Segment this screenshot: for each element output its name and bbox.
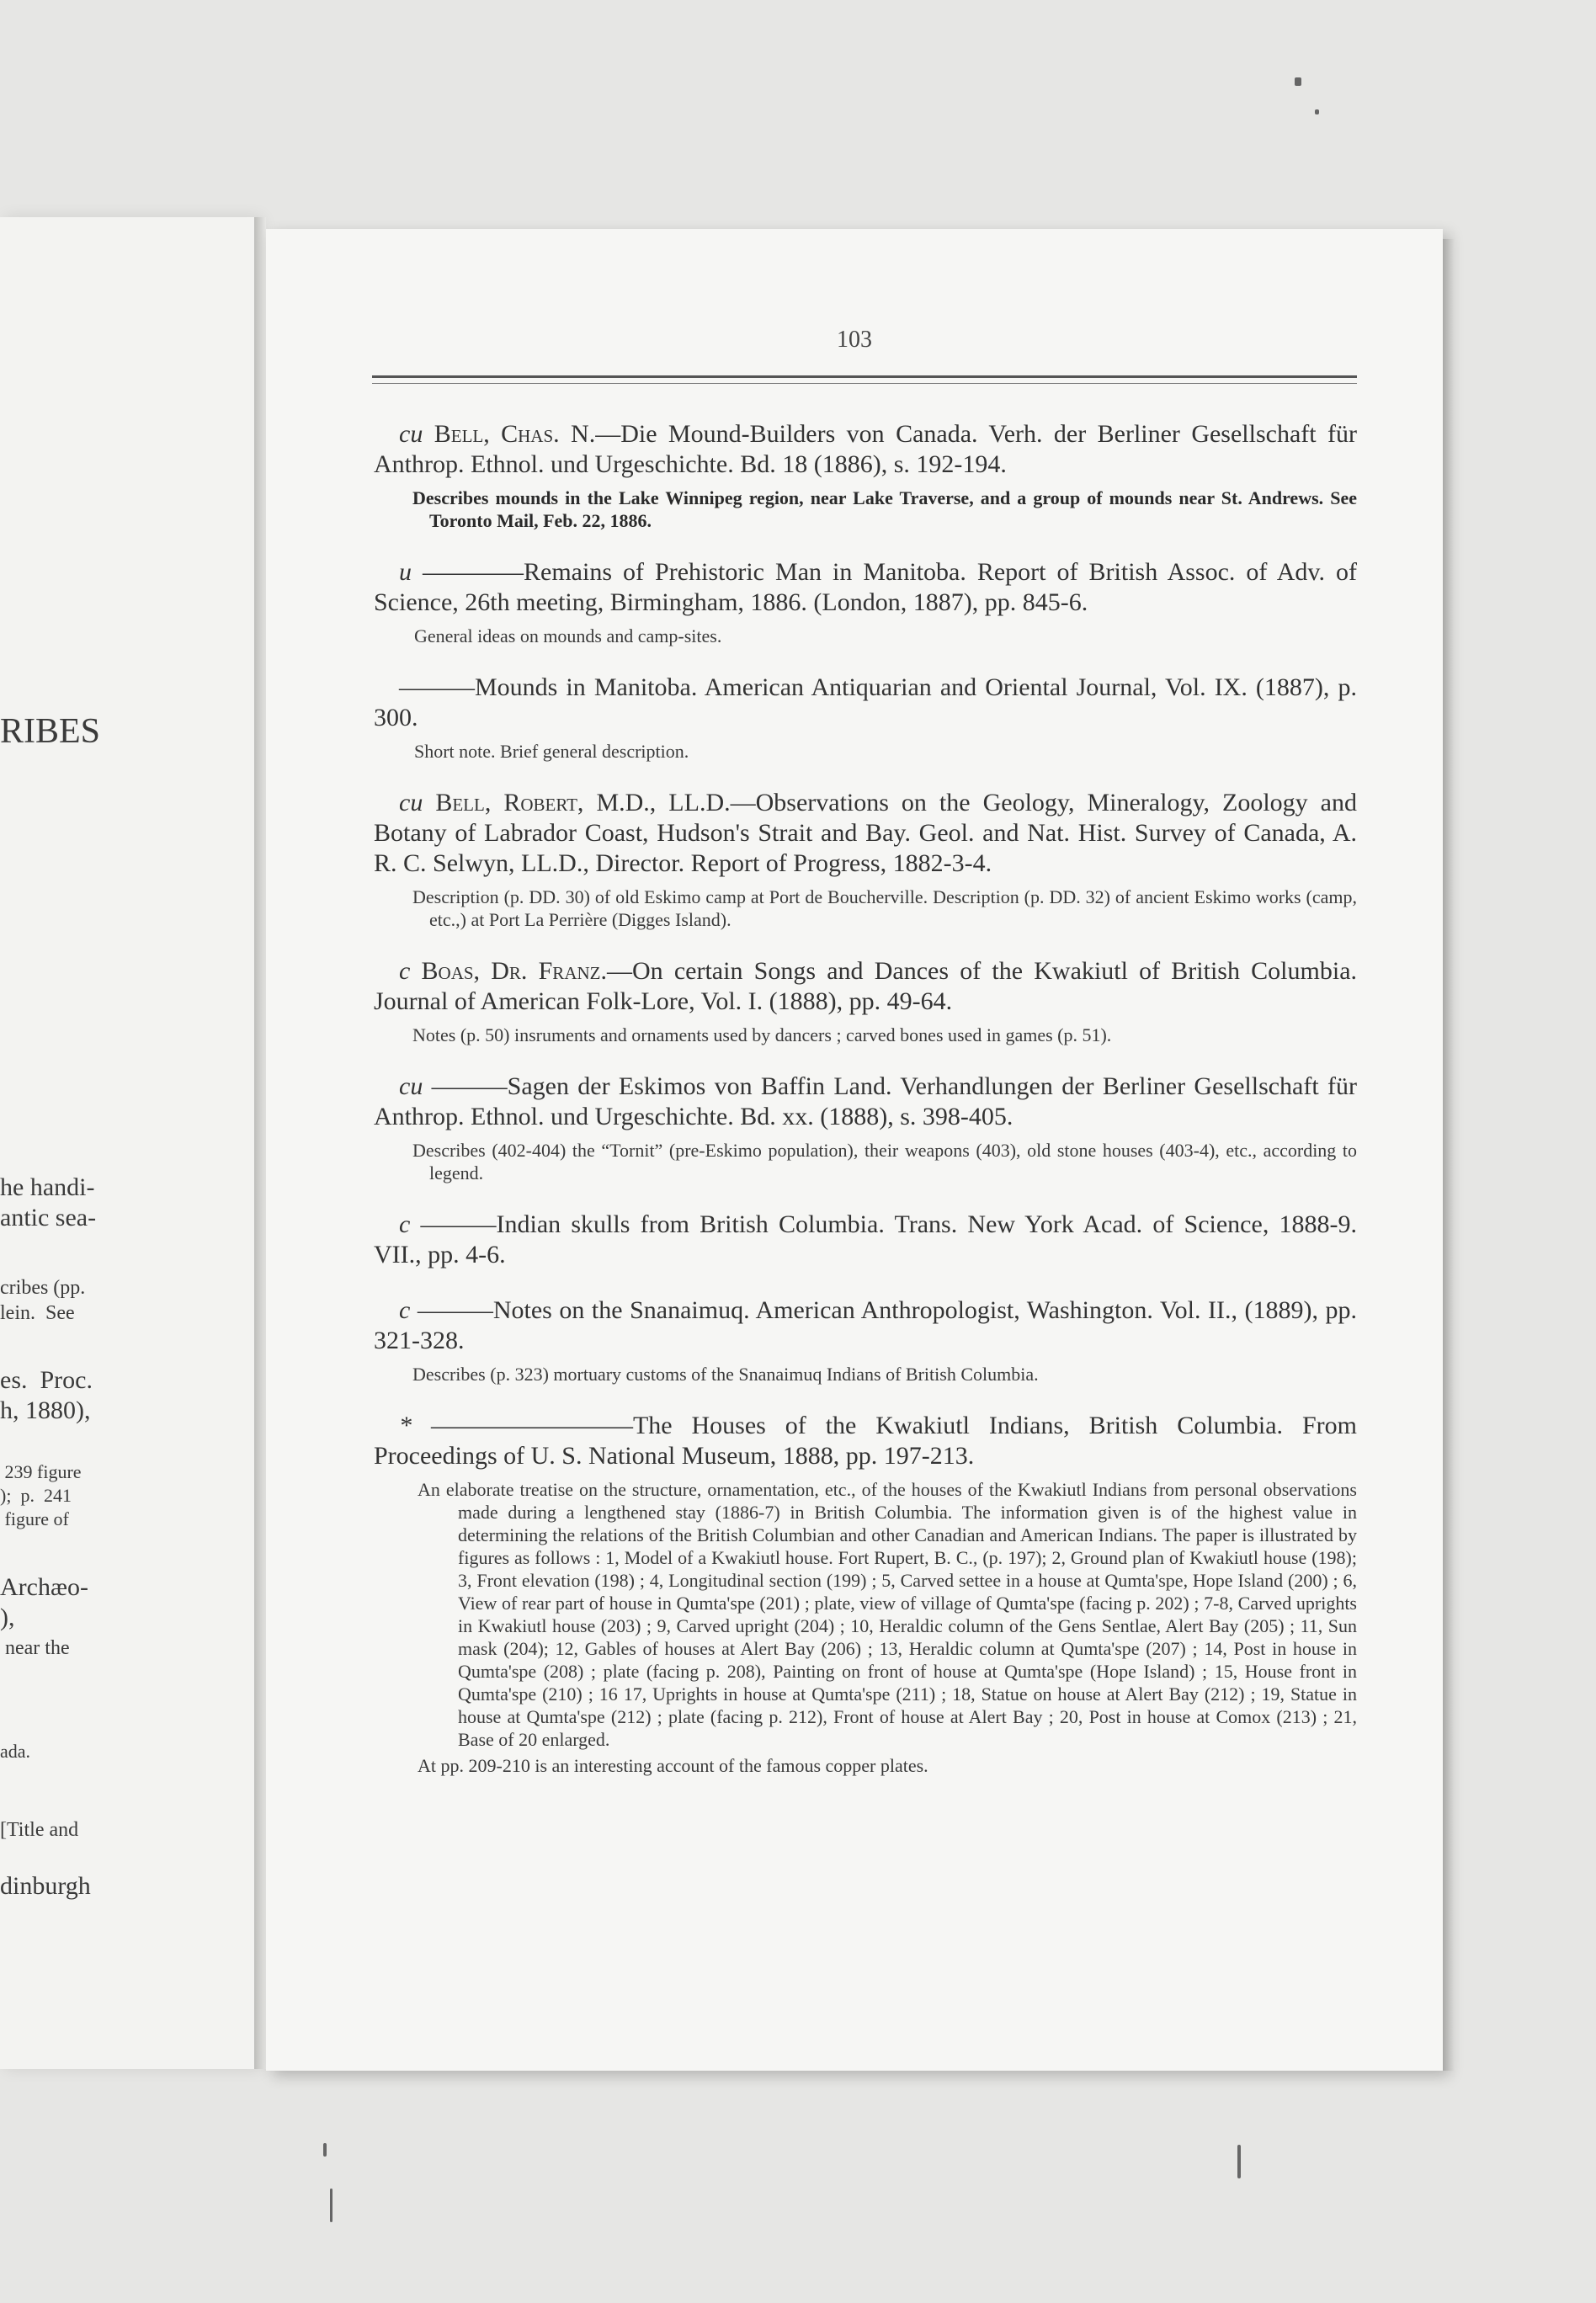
left-page-fragment: [Title and (0, 1819, 79, 1841)
holding-marker: cu (399, 420, 423, 448)
citation (374, 956, 1357, 1017)
citation (374, 419, 1357, 480)
holding-marker: cu (399, 789, 423, 816)
annotation: An elaborate treatise on the structure, ornamentation, etc., of the houses of the Kwakiutl Indians from personal observations made during a lengthened stay (1886-7) in British Columbia. The information given is of the highest value in determining the relations of the British Columbian and other Canadian and American Indians. The paper is illustrated by figures as follows : 1, Model of a Kwakiutl house. Fort Rupert, B. C., (p. 197); 2, Ground plan of Kwakiutl house (198); 3, Front elevation (198) ; 4, Longitudinal section (199) ; 5, Carved settee in a house at Qumta'spe, Hope Island (200) ; 6, View of rear part of house in Qumta'spe (201) ; plate, view of village of Qumta'spe (facing p. 202) ; 7-8, Carved uprights in Kwakiutl house (203) ; 9, Carved upright (204) ; 10, Heraldic column of the Gens Sentlae, Alert Bay (205) ; 11, Sun mask (204); 12, Gables of houses at Alert Bay (206) ; 13, Heraldic column at Qumta'spe (207) ; 14, Post in house in Qumta'spe (208) ; plate (facing p. 208), Painting on front of house at Qumta'spe (Hope Island) ; 15, House front in Qumta'spe (210) ; 16 17, Uprights in house at Qumta'spe (211) ; 18, Statue on house at Alert Bay (212) ; 19, Statue in house at Qumta'spe (212) ; plate (facing p. 212), Front of house at Alert Bay ; 20, Post in house at Comox (213) ; 21, Base of 20 enlarged. (418, 1479, 1357, 1750)
left-page-fragment: figure of (0, 1508, 69, 1529)
citation-title: —On certain Songs and Dances of the Kwakiutl of British Columbia. Journal of American Folk-Lore, Vol. I. (1888), pp. 49-64. (374, 957, 1358, 1015)
author-name: Bell, Chas. N. (434, 420, 596, 448)
citation-title: ———Mounds in Manitoba. American Antiquarian and Oriental Journal, Vol. IX. (1887), p. 300. (374, 673, 1357, 731)
left-facing-page (0, 217, 257, 2069)
holding-marker (374, 673, 399, 701)
bibliography-entry (374, 788, 1357, 931)
citation-title: —Observations on the Geology, Mineralogy, Zoology and Botany of Labrador Coast, Hudson's Strait and Bay. Geol. and Nat. Hist. Survey of Canada, A. R. C. Selwyn, LL.D., Director. Report of Progress, 1882-3-4. (374, 789, 1357, 877)
citation-title: ———Sagen der Eskimos von Baffin Land. Verhandlungen der Berliner Gesellschaft für Anthrop. Ethnol. und Urgeschichte. Bd. xx. (1888), s. 398-405. (374, 1072, 1358, 1130)
left-page-fragment: lein. See (0, 1302, 75, 1324)
citation-title: ————Remains of Prehistoric Man in Manitoba. Report of British Assoc. of Adv. of Science, 26th meeting, Birmingham, 1886. (London, 1887), pp. 845-6. (374, 558, 1357, 616)
holding-marker: c (399, 957, 411, 985)
bibliography-entry (374, 419, 1357, 532)
author-name: Bell, Robert, M.D., LL.D. (435, 789, 731, 816)
author-name: Boas, Dr. Franz. (421, 957, 607, 985)
left-page-fragment: he handi- (0, 1173, 95, 1201)
page-number: 103 (837, 327, 872, 353)
annotation: General ideas on mounds and camp-sites. (414, 625, 722, 646)
citation-title: —Die Mound-Builders von Canada. Verh. der Berliner Gesellschaft für Anthrop. Ethnol. und Urgeschichte. Bd. 18 (1886), s. 192-194. (374, 420, 1357, 478)
annotation: Describes (402-404) the “Tornit” (pre-Eskimo population), their weapons (403), old stone houses (403-4), etc., according to legend. (412, 1140, 1357, 1183)
bibliography-entry (374, 956, 1357, 1046)
left-page-fragment: dinburgh (0, 1872, 91, 1900)
left-page-fragment: 239 figure (0, 1461, 82, 1482)
bibliography-entries (374, 419, 1357, 1802)
holding-marker: u (399, 558, 412, 586)
citation (374, 1411, 1357, 1471)
bibliography-entry (374, 557, 1357, 647)
annotation: Describes (p. 323) mortuary customs of the Snanaimuq Indians of British Columbia. (412, 1364, 1039, 1385)
annotation: Short note. Brief general description. (414, 741, 689, 762)
annotation: Description (p. DD. 30) of old Eskimo camp at Port de Boucherville. Description (p. DD. 32) of ancient Eskimo works (camp, etc.,) at Port La Perrière (Digges Island). (412, 886, 1357, 930)
left-page-fragment: ), (0, 1604, 15, 1631)
left-page-fragment: RIBES (0, 712, 101, 751)
left-page-fragment: h, 1880), (0, 1396, 91, 1424)
holding-marker: cu (399, 1072, 423, 1100)
citation (374, 1072, 1357, 1132)
left-page-fragment: Archæo- (0, 1573, 88, 1601)
left-page-fragment: ada. (0, 1741, 31, 1762)
holding-marker: c (399, 1296, 411, 1324)
holding-marker: c (399, 1210, 411, 1238)
page-edge-shadow (1443, 239, 1455, 2071)
left-page-fragment: antic sea- (0, 1204, 97, 1231)
annotation: Notes (p. 50) insruments and ornaments used by dancers ; carved bones used in games (p. 51). (412, 1024, 1112, 1045)
bibliography-entry (374, 1072, 1357, 1184)
holding-marker: * (399, 1412, 412, 1439)
annotation: Describes mounds in the Lake Winnipeg region, near Lake Traverse, and a group of mounds near St. Andrews. See Toronto Mail, Feb. 22, 1886. (412, 487, 1357, 531)
bibliography-entry (374, 1411, 1357, 1777)
citation-title: ———Indian skulls from British Columbia. Trans. New York Acad. of Science, 1888-9. VII., pp. 4-6. (374, 1210, 1358, 1269)
left-page-fragment: ); p. 241 (0, 1485, 72, 1506)
left-page-fragment: es. Proc. (0, 1366, 93, 1394)
right-page (266, 229, 1443, 2071)
left-page-fragment: near the (0, 1637, 70, 1659)
annotation: At pp. 209-210 is an interesting account of the famous copper plates. (418, 1755, 928, 1776)
left-page-fragment: cribes (pp. (0, 1277, 86, 1299)
citation (374, 1210, 1357, 1270)
citation (374, 557, 1357, 618)
bibliography-entry (374, 673, 1357, 763)
citation (374, 1295, 1357, 1356)
bibliography-entry (374, 1210, 1357, 1270)
citation (374, 673, 1357, 733)
header-rule (372, 375, 1357, 384)
citation-title: ————————The Houses of the Kwakiutl Indians, British Columbia. From Proceedings of U. S. National Museum, 1888, pp. 197-213. (374, 1412, 1357, 1470)
bibliography-entry (374, 1295, 1357, 1386)
book-gutter (254, 217, 266, 2069)
citation-title: ———Notes on the Snanaimuq. American Anthropologist, Washington. Vol. II., (1889), pp. 321-328. (374, 1296, 1357, 1354)
citation (374, 788, 1357, 879)
